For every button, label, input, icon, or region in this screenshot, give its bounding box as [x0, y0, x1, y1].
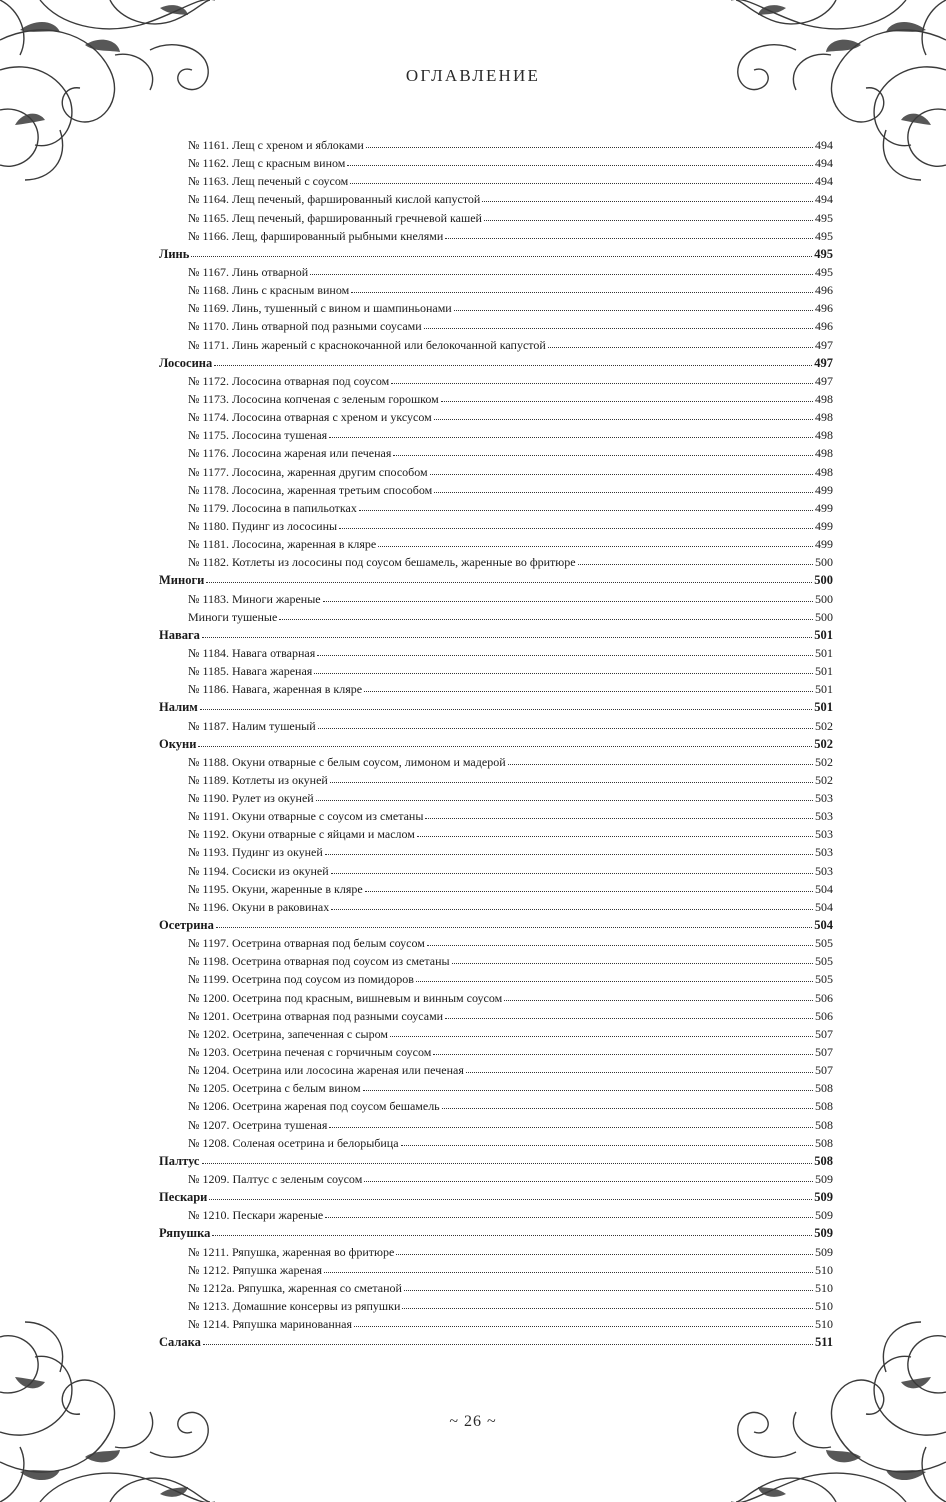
toc-section-row[interactable]	[159, 698, 833, 716]
toc-entry-row[interactable]	[159, 172, 833, 190]
toc-entry-row[interactable]	[159, 807, 833, 825]
toc-entry-label: № 1210. Пескари жареные	[188, 1208, 324, 1223]
toc-entry-row[interactable]	[159, 825, 833, 843]
page-number: ~ 26 ~	[449, 1413, 497, 1430]
dot-leader	[504, 996, 813, 1001]
toc-section-row[interactable]	[159, 245, 833, 263]
toc-entry-label: Навага	[159, 627, 200, 642]
toc-entry-row[interactable]	[159, 1079, 833, 1097]
toc-page-number: 494	[815, 138, 833, 152]
dot-leader	[442, 1104, 813, 1109]
dot-leader	[466, 1068, 813, 1073]
dot-leader	[404, 1286, 813, 1291]
dot-leader	[445, 1014, 813, 1019]
toc-entry-row[interactable]	[159, 227, 833, 245]
toc-entry-row[interactable]	[159, 1297, 833, 1315]
toc-entry-label: № 1165. Лещ печеный, фаршированный гречневой кашей	[188, 210, 482, 225]
toc-entry-label: № 1200. Осетрина под красным, вишневым и винным соусом	[188, 990, 503, 1005]
toc-entry-row[interactable]	[159, 281, 833, 299]
toc-entry-row[interactable]	[159, 680, 833, 698]
dot-leader	[317, 651, 813, 656]
toc-entry-row[interactable]	[159, 209, 833, 227]
toc-page-number: 501	[815, 664, 833, 679]
toc-page-number: 504	[815, 899, 833, 914]
toc-entry-row[interactable]	[159, 717, 833, 735]
toc-entry-label: № 1190. Рулет из окуней	[188, 791, 314, 806]
toc-entry-label: № 1166. Лещ, фаршированный рыбными кнелями	[188, 228, 444, 243]
toc-section-row[interactable]	[159, 1188, 833, 1206]
toc-entry-label: Пескари	[159, 1190, 208, 1205]
toc-entry-label: № 1203. Осетрина печеная с горчичным соусом	[188, 1045, 432, 1060]
toc-page-number: 508	[815, 1135, 833, 1150]
dot-leader	[329, 433, 813, 438]
toc-entry-label: Окуни	[159, 736, 197, 751]
toc-entry-label: № 1205. Осетрина с белым вином	[188, 1081, 361, 1096]
dot-leader	[425, 814, 813, 819]
toc-entry-label: № 1202. Осетрина, запеченная с сыром	[188, 1026, 388, 1041]
toc-entry-label: № 1177. Лососина, жаренная другим способом	[188, 464, 428, 479]
toc-page-number: 504	[814, 918, 833, 933]
toc-page-number: 506	[815, 1008, 833, 1023]
toc-page-number: 499	[815, 482, 833, 497]
toc-page-number: 497	[815, 337, 833, 352]
toc-page-number: 507	[815, 1063, 833, 1078]
toc-entry-row[interactable]	[159, 136, 833, 154]
toc-entry-row[interactable]	[159, 1116, 833, 1134]
toc-entry-row[interactable]	[159, 1206, 833, 1224]
dot-leader	[325, 1213, 813, 1218]
toc-entry-row[interactable]	[159, 372, 833, 390]
toc-entry-row[interactable]	[159, 517, 833, 535]
toc-entry-label: Налим	[159, 700, 198, 715]
dot-leader	[200, 705, 812, 710]
dot-leader	[548, 343, 813, 348]
dot-leader	[323, 597, 813, 602]
dot-leader	[310, 270, 813, 275]
toc-entry-row[interactable]	[159, 1134, 833, 1152]
toc-entry-row[interactable]	[159, 1315, 833, 1333]
toc-entry-label: № 1183. Миноги жареные	[188, 591, 321, 606]
dot-leader	[364, 1177, 813, 1182]
toc-entry-label: № 1198. Осетрина отварная под соусом из сметаны	[188, 954, 450, 969]
toc-entry-row[interactable]	[159, 590, 833, 608]
toc-page-number: 498	[815, 391, 833, 406]
toc-entry-label: Миноги	[159, 573, 205, 588]
toc-entry-row[interactable]	[159, 1170, 833, 1188]
toc-entry-row[interactable]	[159, 481, 833, 499]
toc-page-number: 509	[815, 1172, 833, 1187]
toc-entry-row[interactable]	[159, 463, 833, 481]
toc-entry-row[interactable]	[159, 336, 833, 354]
toc-section-row[interactable]	[159, 354, 833, 372]
toc-entry-row[interactable]	[159, 843, 833, 861]
toc-entry-label: № 1182. Котлеты из лососины под соусом бешамель, жаренные во фритюре	[188, 555, 576, 570]
toc-entry-row[interactable]	[159, 426, 833, 444]
dot-leader	[198, 742, 812, 747]
toc-entry-row[interactable]	[159, 898, 833, 916]
toc-entry-row[interactable]	[159, 608, 833, 626]
dot-leader	[508, 760, 813, 765]
toc-entry-row[interactable]	[159, 1043, 833, 1061]
toc-page-number: 509	[814, 1190, 833, 1205]
dot-leader	[434, 488, 813, 493]
toc-section-row[interactable]	[159, 1333, 833, 1351]
toc-page-number: 499	[815, 500, 833, 515]
toc-entry-label: № 1186. Навага, жаренная в кляре	[188, 682, 363, 697]
toc-entry-label: № 1170. Линь отварной под разными соусами	[188, 319, 422, 334]
dot-leader	[212, 1231, 812, 1236]
toc-entry-label: Линь	[159, 246, 190, 261]
toc-entry-label: Осетрина	[159, 918, 214, 933]
toc-entry-row[interactable]	[159, 952, 833, 970]
toc-page-number: 498	[815, 428, 833, 443]
toc-page-number: 511	[814, 1335, 833, 1350]
toc-page-number: 507	[815, 1026, 833, 1041]
toc-page-number: 509	[815, 1208, 833, 1223]
toc-entry-label: № 1178. Лососина, жаренная третьим способом	[188, 482, 433, 497]
toc-entry-label: № 1180. Пудинг из лососины	[188, 518, 338, 533]
toc-entry-label: № 1207. Осетрина тушеная	[188, 1117, 328, 1132]
toc-page-number: 496	[815, 283, 833, 298]
dot-leader	[393, 451, 813, 456]
toc-entry-label: № 1188. Окуни отварные с белым соусом, лимоном и мадерой	[188, 754, 506, 769]
toc-entry-label: № 1204. Осетрина или лососина жареная или печеная	[188, 1063, 464, 1078]
toc-entry-label: Лососина	[159, 355, 213, 370]
dot-leader	[359, 506, 813, 511]
toc-entry-label: Миноги тушеные	[188, 609, 278, 624]
toc-page-number: 501	[814, 700, 833, 715]
dot-leader	[402, 1304, 813, 1309]
toc-entry-label: № 1163. Лещ печеный с соусом	[188, 174, 349, 189]
dot-leader	[354, 1322, 813, 1327]
toc-page-number: 505	[815, 972, 833, 987]
toc-entry-label: № 1213. Домашние консервы из ряпушки	[188, 1299, 401, 1313]
toc-entry-row[interactable]	[159, 190, 833, 208]
toc-page-number: 495	[815, 210, 833, 225]
dot-leader	[366, 143, 813, 148]
toc-page-number: 494	[815, 174, 833, 189]
toc-entry-row[interactable]	[159, 1279, 833, 1297]
dot-leader	[339, 524, 813, 529]
dot-leader	[424, 324, 813, 329]
dot-leader	[347, 161, 813, 166]
dot-leader	[401, 1141, 813, 1146]
toc-entry-label: № 1176. Лососина жареная или печеная	[188, 446, 392, 461]
toc-entry-label: № 1162. Лещ с красным вином	[188, 156, 346, 171]
toc-entry-row[interactable]	[159, 317, 833, 335]
toc-page-number: 510	[815, 1317, 833, 1332]
dot-leader	[430, 470, 813, 475]
toc-page-number: 507	[815, 1045, 833, 1060]
toc-entry-row[interactable]	[159, 644, 833, 662]
toc-section-row[interactable]	[159, 571, 833, 589]
dot-leader	[325, 850, 813, 855]
toc-entry-label: № 1187. Налим тушеный	[188, 718, 316, 733]
toc-entry-row[interactable]	[159, 970, 833, 988]
dot-leader	[441, 397, 813, 402]
toc-entry-label: № 1164. Лещ печеный, фаршированный кислой капустой	[188, 192, 481, 207]
toc-entry-label: Салака	[159, 1335, 201, 1350]
toc-page-number: 495	[815, 228, 833, 243]
dot-leader	[314, 669, 813, 674]
dot-leader	[363, 1086, 813, 1091]
toc-entry-label: № 1174. Лососина отварная с хреном и уксусом	[188, 410, 432, 425]
toc-page-number: 508	[814, 1153, 833, 1168]
dot-leader	[202, 1159, 813, 1164]
toc-entry-label: № 1211. Ряпушка, жаренная во фритюре	[188, 1244, 395, 1259]
toc-entry-label: № 1196. Окуни в раковинах	[188, 899, 330, 914]
toc-page-number: 494	[815, 156, 833, 171]
toc-entry-row[interactable]	[159, 662, 833, 680]
dot-leader	[433, 1050, 813, 1055]
toc-entry-label: № 1193. Пудинг из окуней	[188, 845, 323, 860]
toc-entry-row[interactable]	[159, 862, 833, 880]
toc-entry-row[interactable]	[159, 553, 833, 571]
toc-page-number: 508	[815, 1081, 833, 1096]
toc-entry-label: № 1167. Линь отварной	[188, 264, 309, 279]
toc-page-number: 506	[815, 990, 833, 1005]
toc-page-number: 510	[815, 1299, 833, 1313]
toc-page-number: 509	[814, 1226, 833, 1241]
dot-leader	[329, 1123, 813, 1128]
toc-entry-label: № 1171. Линь жареный с краснокочанной или белокочанной капустой	[188, 337, 546, 352]
toc-entry-label: № 1189. Котлеты из окуней	[188, 772, 328, 787]
toc-page-number: 499	[815, 518, 833, 533]
toc-entry-label: № 1179. Лососина в папильотках	[188, 500, 357, 515]
toc-page-number: 500	[814, 573, 833, 588]
toc-page-number: 508	[815, 1099, 833, 1114]
toc-entry-label: № 1181. Лососина, жаренная в кляре	[188, 537, 377, 552]
toc-page-number: 498	[815, 464, 833, 479]
toc-page-number: 496	[815, 319, 833, 334]
toc-entry-label: № 1214. Ряпушка маринованная	[188, 1317, 353, 1332]
toc-entry-label: № 1169. Линь, тушенный с вином и шампиньонами	[188, 301, 452, 316]
toc-page-number: 508	[815, 1117, 833, 1132]
toc-entry-label: № 1172. Лососина отварная под соусом	[188, 373, 390, 388]
toc-page-number: 496	[815, 301, 833, 316]
dot-leader	[209, 1195, 812, 1200]
toc-page-number: 501	[814, 627, 833, 642]
toc-page-number: 497	[815, 373, 833, 388]
dot-leader	[390, 1032, 813, 1037]
toc-entry-row[interactable]	[159, 880, 833, 898]
toc-entry-row[interactable]	[159, 499, 833, 517]
toc-entry-label: Ряпушка	[159, 1226, 211, 1241]
dot-leader	[417, 832, 813, 837]
toc-section-row[interactable]	[159, 916, 833, 934]
toc-page-number: 497	[814, 355, 833, 370]
toc-entry-label: № 1175. Лососина тушеная	[188, 428, 328, 443]
toc-page-number: 501	[815, 645, 833, 660]
toc-entry-label: № 1206. Осетрина жареная под соусом бешамель	[188, 1099, 440, 1114]
toc-entry-row[interactable]	[159, 1243, 833, 1261]
dot-leader	[391, 379, 813, 384]
toc-page-number: 494	[815, 192, 833, 207]
dot-leader	[416, 977, 813, 982]
dot-leader	[331, 869, 813, 874]
dot-leader	[434, 415, 813, 420]
dot-leader	[351, 288, 813, 293]
toc-page-number: 503	[815, 863, 833, 878]
toc-entry-label: № 1195. Окуни, жаренные в кляре	[188, 881, 363, 896]
dot-leader	[427, 941, 813, 946]
toc-page-number: 502	[815, 754, 833, 769]
toc-page-number: 505	[815, 954, 833, 969]
toc-page-number: 510	[815, 1280, 833, 1295]
table-of-contents	[159, 136, 833, 1351]
toc-entry-row[interactable]	[159, 408, 833, 426]
toc-entry-label: № 1194. Сосиски из окуней	[188, 863, 329, 878]
toc-entry-row[interactable]	[159, 771, 833, 789]
toc-entry-row[interactable]	[159, 1025, 833, 1043]
dot-leader	[482, 197, 813, 202]
toc-entry-row[interactable]	[159, 1007, 833, 1025]
dot-leader	[203, 1340, 813, 1345]
dot-leader	[324, 1268, 813, 1273]
toc-entry-row[interactable]	[159, 934, 833, 952]
toc-entry-row[interactable]	[159, 1061, 833, 1079]
toc-page-number: 502	[815, 718, 833, 733]
dot-leader	[214, 361, 812, 366]
toc-page-number: 498	[815, 410, 833, 425]
toc-page-number: 502	[814, 736, 833, 751]
dot-leader	[365, 887, 813, 892]
toc-section-row[interactable]	[159, 626, 833, 644]
dot-leader	[316, 796, 813, 801]
toc-page-number: 495	[814, 246, 833, 261]
toc-entry-row[interactable]	[159, 154, 833, 172]
toc-entry-label: № 1212а. Ряпушка, жаренная со сметаной	[188, 1280, 402, 1295]
toc-entry-label: № 1173. Лососина копченая с зеленым горошком	[188, 391, 439, 406]
dot-leader	[578, 560, 813, 565]
dot-leader	[452, 959, 813, 964]
toc-entry-label: № 1161. Лещ с хреном и яблоками	[188, 138, 364, 152]
toc-entry-row[interactable]	[159, 989, 833, 1007]
dot-leader	[396, 1250, 813, 1255]
toc-entry-label: № 1208. Соленая осетрина и белорыбица	[188, 1135, 399, 1150]
toc-page-number: 500	[815, 609, 833, 624]
dot-leader	[445, 234, 813, 239]
toc-entry-row[interactable]	[159, 753, 833, 771]
dot-leader	[318, 724, 813, 729]
dot-leader	[364, 687, 813, 692]
dot-leader	[454, 306, 813, 311]
dot-leader	[378, 542, 813, 547]
toc-page-number: 500	[815, 591, 833, 606]
dot-leader	[202, 633, 812, 638]
toc-entry-row[interactable]	[159, 444, 833, 462]
dot-leader	[330, 778, 813, 783]
toc-entry-label: № 1199. Осетрина под соусом из помидоров	[188, 972, 414, 987]
toc-entry-row[interactable]	[159, 789, 833, 807]
toc-entry-row[interactable]	[159, 263, 833, 281]
toc-page-number: 498	[815, 446, 833, 461]
dot-leader	[484, 216, 813, 221]
toc-entry-label: № 1192. Окуни отварные с яйцами и маслом	[188, 827, 415, 842]
toc-page-number: 502	[815, 772, 833, 787]
toc-entry-row[interactable]	[159, 1261, 833, 1279]
toc-page-number: 503	[815, 827, 833, 842]
dot-leader	[191, 252, 812, 257]
toc-entry-label: № 1184. Навага отварная	[188, 645, 316, 660]
toc-entry-label: № 1212. Ряпушка жареная	[188, 1262, 323, 1277]
toc-page-number: 505	[815, 936, 833, 951]
toc-page-number: 503	[815, 809, 833, 824]
toc-entry-label: № 1201. Осетрина отварная под разными соусами	[188, 1008, 444, 1023]
toc-entry-label: № 1185. Навага жареная	[188, 664, 313, 679]
toc-entry-label: № 1197. Осетрина отварная под белым соусом	[188, 936, 425, 951]
dot-leader	[279, 615, 813, 620]
toc-page-number: 503	[815, 791, 833, 806]
toc-entry-row[interactable]	[159, 299, 833, 317]
toc-section-row[interactable]	[159, 735, 833, 753]
dot-leader	[206, 578, 812, 583]
toc-section-row[interactable]	[159, 1224, 833, 1242]
toc-entry-label: № 1168. Линь с красным вином	[188, 283, 350, 298]
toc-page-number: 503	[815, 845, 833, 860]
toc-page-number: 499	[815, 537, 833, 552]
dot-leader	[331, 905, 813, 910]
toc-page-number: 501	[815, 682, 833, 697]
toc-entry-label: Палтус	[159, 1153, 200, 1168]
dot-leader	[216, 923, 812, 928]
page-title: ОГЛАВЛЕНИЕ	[405, 66, 541, 85]
dot-leader	[350, 179, 813, 184]
toc-entry-label: № 1209. Палтус с зеленым соусом	[188, 1172, 363, 1187]
toc-page-number: 509	[815, 1244, 833, 1259]
toc-entry-label: № 1191. Окуни отварные с соусом из сметаны	[188, 809, 424, 824]
toc-entry-row[interactable]	[159, 1097, 833, 1115]
toc-entry-row[interactable]	[159, 390, 833, 408]
toc-entry-row[interactable]	[159, 535, 833, 553]
toc-page-number: 504	[815, 881, 833, 896]
toc-page-number: 495	[815, 264, 833, 279]
toc-page-number: 510	[815, 1262, 833, 1277]
toc-section-row[interactable]	[159, 1152, 833, 1170]
toc-page-number: 500	[815, 555, 833, 570]
